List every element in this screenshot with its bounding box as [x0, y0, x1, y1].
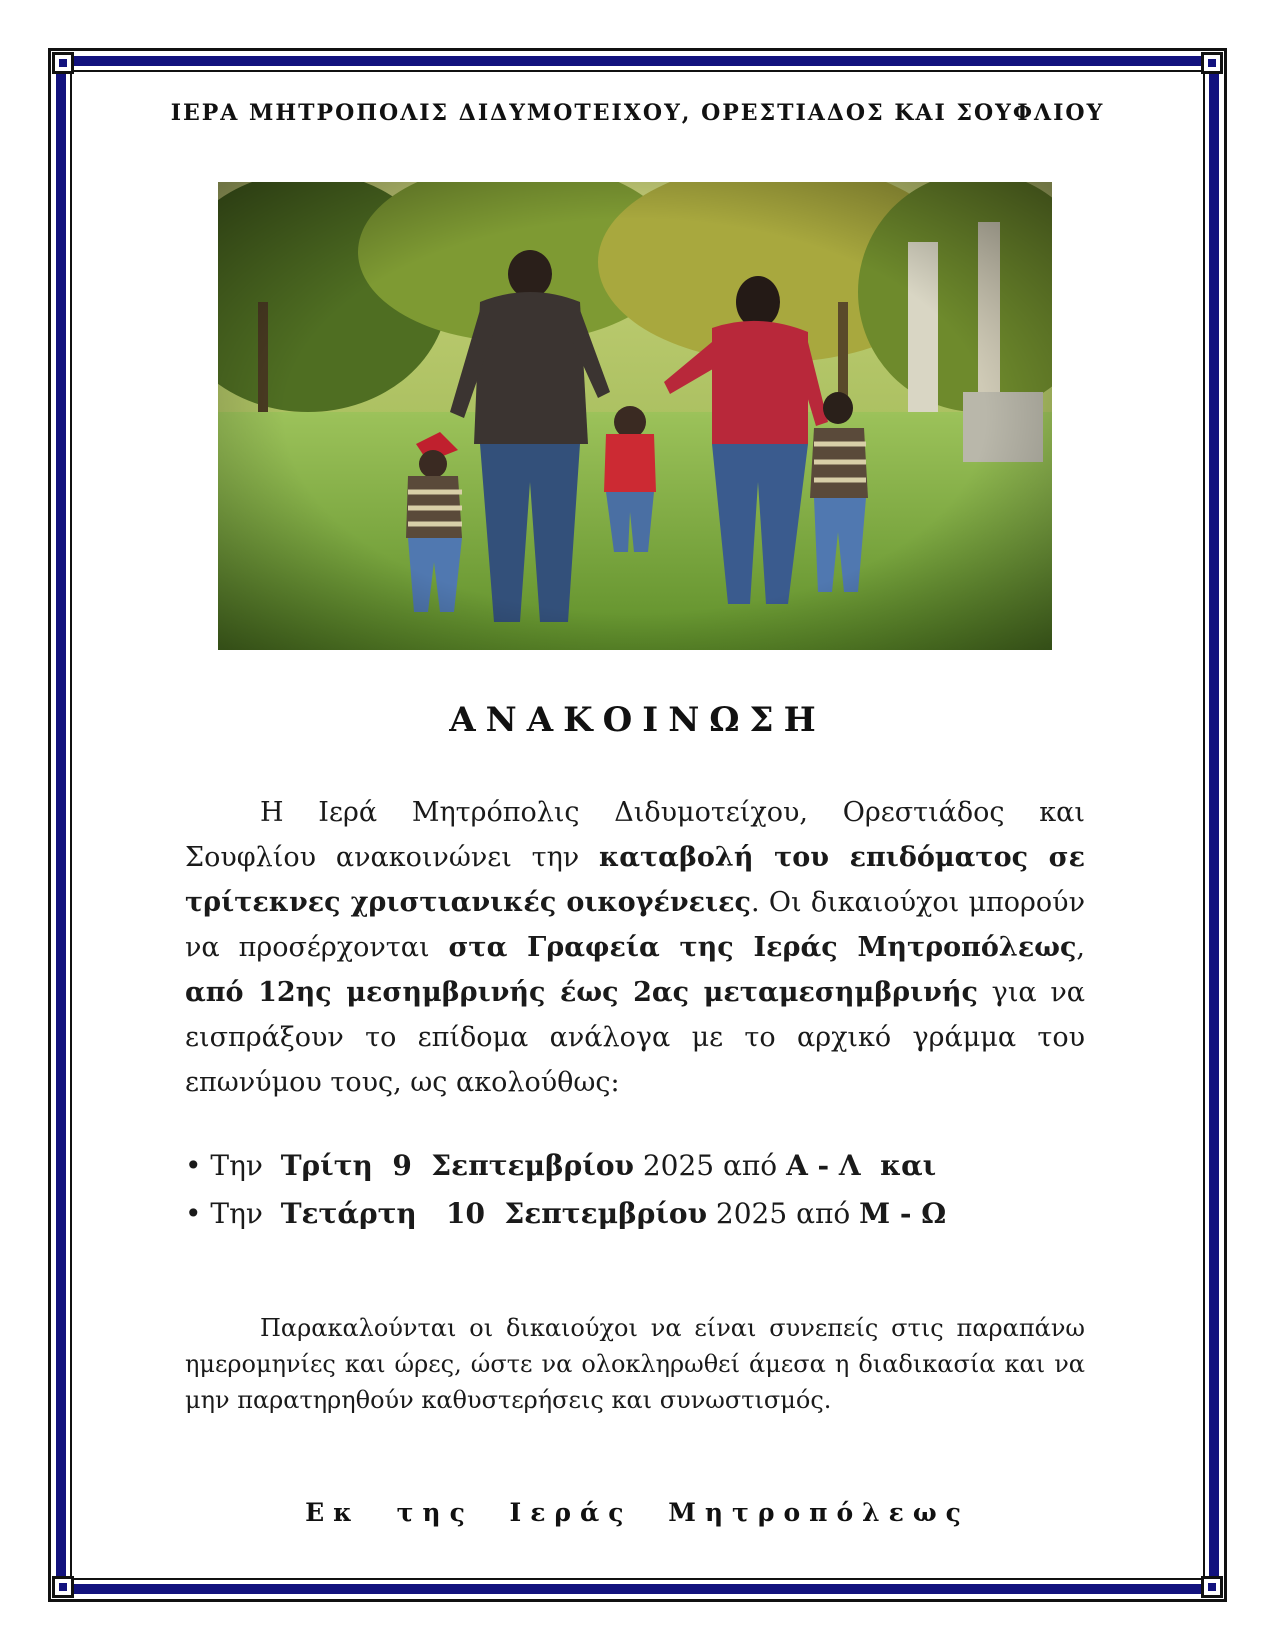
frame-corner-ornament — [1201, 1576, 1223, 1598]
metropolis-header: ΙΕΡΑ ΜΗΤΡΟΠΟΛΙΣ ΔΙΔΥΜΟΤΕΙΧΟΥ, ΟΡΕΣΤΙΑΔΟΣ ΚΑΙ ΣΟΥΦΛΙΟΥ — [170, 100, 1105, 126]
family-photo — [218, 182, 1052, 650]
signature: Εκ της Ιεράς Μητροπόλεως — [305, 1498, 970, 1527]
notice-text: Η Ιερά Μητρόπολις Διδυμοτείχου, Ορεστιάδος και Σουφλίου ανακοινώνει την — [185, 797, 1085, 873]
notice-emphasis: καταβολή του επιδόματος σε τρίτεκνες χριστιανικές οικογένειες — [185, 842, 1085, 918]
frame-corner-ornament — [52, 52, 74, 74]
notice-text: για να εισπράξουν το επίδομα ανάλογα με το αρχικό γράμμα του επωνύμου τους, ως ακολούθως: — [185, 977, 1085, 1098]
schedule-bullet: • Την — [185, 1149, 281, 1182]
schedule-range: Μ - Ω — [859, 1197, 947, 1230]
schedule-bullet: • Την — [185, 1197, 281, 1230]
schedule-year: 2025 από — [707, 1197, 860, 1230]
notice-text: . Οι δικαιούχοι μπορούν να προσέρχονται — [185, 887, 1086, 963]
notice-emphasis: από 12ης μεσημβρινής έως 2ας μεταμεσημβρινής — [185, 977, 978, 1008]
notice-body — [185, 790, 1085, 1105]
schedule-day: Τετάρτη 10 Σεπτεμβρίου — [280, 1197, 708, 1230]
notice-text: , — [1076, 932, 1086, 963]
closing-paragraph: Παρακαλούνται οι δικαιούχοι να είναι συνεπείς στις παραπάνω ημερομηνίες και ώρες, ώστε να ολοκληρωθεί άμεσα η διαδικασία και να μην παρατηρηθούν καθυστερήσεις και συνωστισμός. — [185, 1314, 1085, 1414]
schedule-day: Τρίτη 9 Σεπτεμβρίου — [280, 1149, 634, 1182]
notice-emphasis: στα Γραφεία της Ιεράς Μητροπόλεως — [448, 932, 1077, 963]
schedule-item — [185, 1190, 1085, 1238]
frame-corner-ornament — [1201, 52, 1223, 74]
schedule-year: 2025 από — [633, 1149, 787, 1182]
schedule-item — [185, 1142, 1085, 1190]
schedule-list — [185, 1142, 1085, 1238]
frame-corner-ornament — [52, 1576, 74, 1598]
schedule-range: Α - Λ και — [786, 1149, 937, 1182]
notice-title: ΑΝΑΚΟΙΝΩΣΗ — [449, 700, 826, 740]
